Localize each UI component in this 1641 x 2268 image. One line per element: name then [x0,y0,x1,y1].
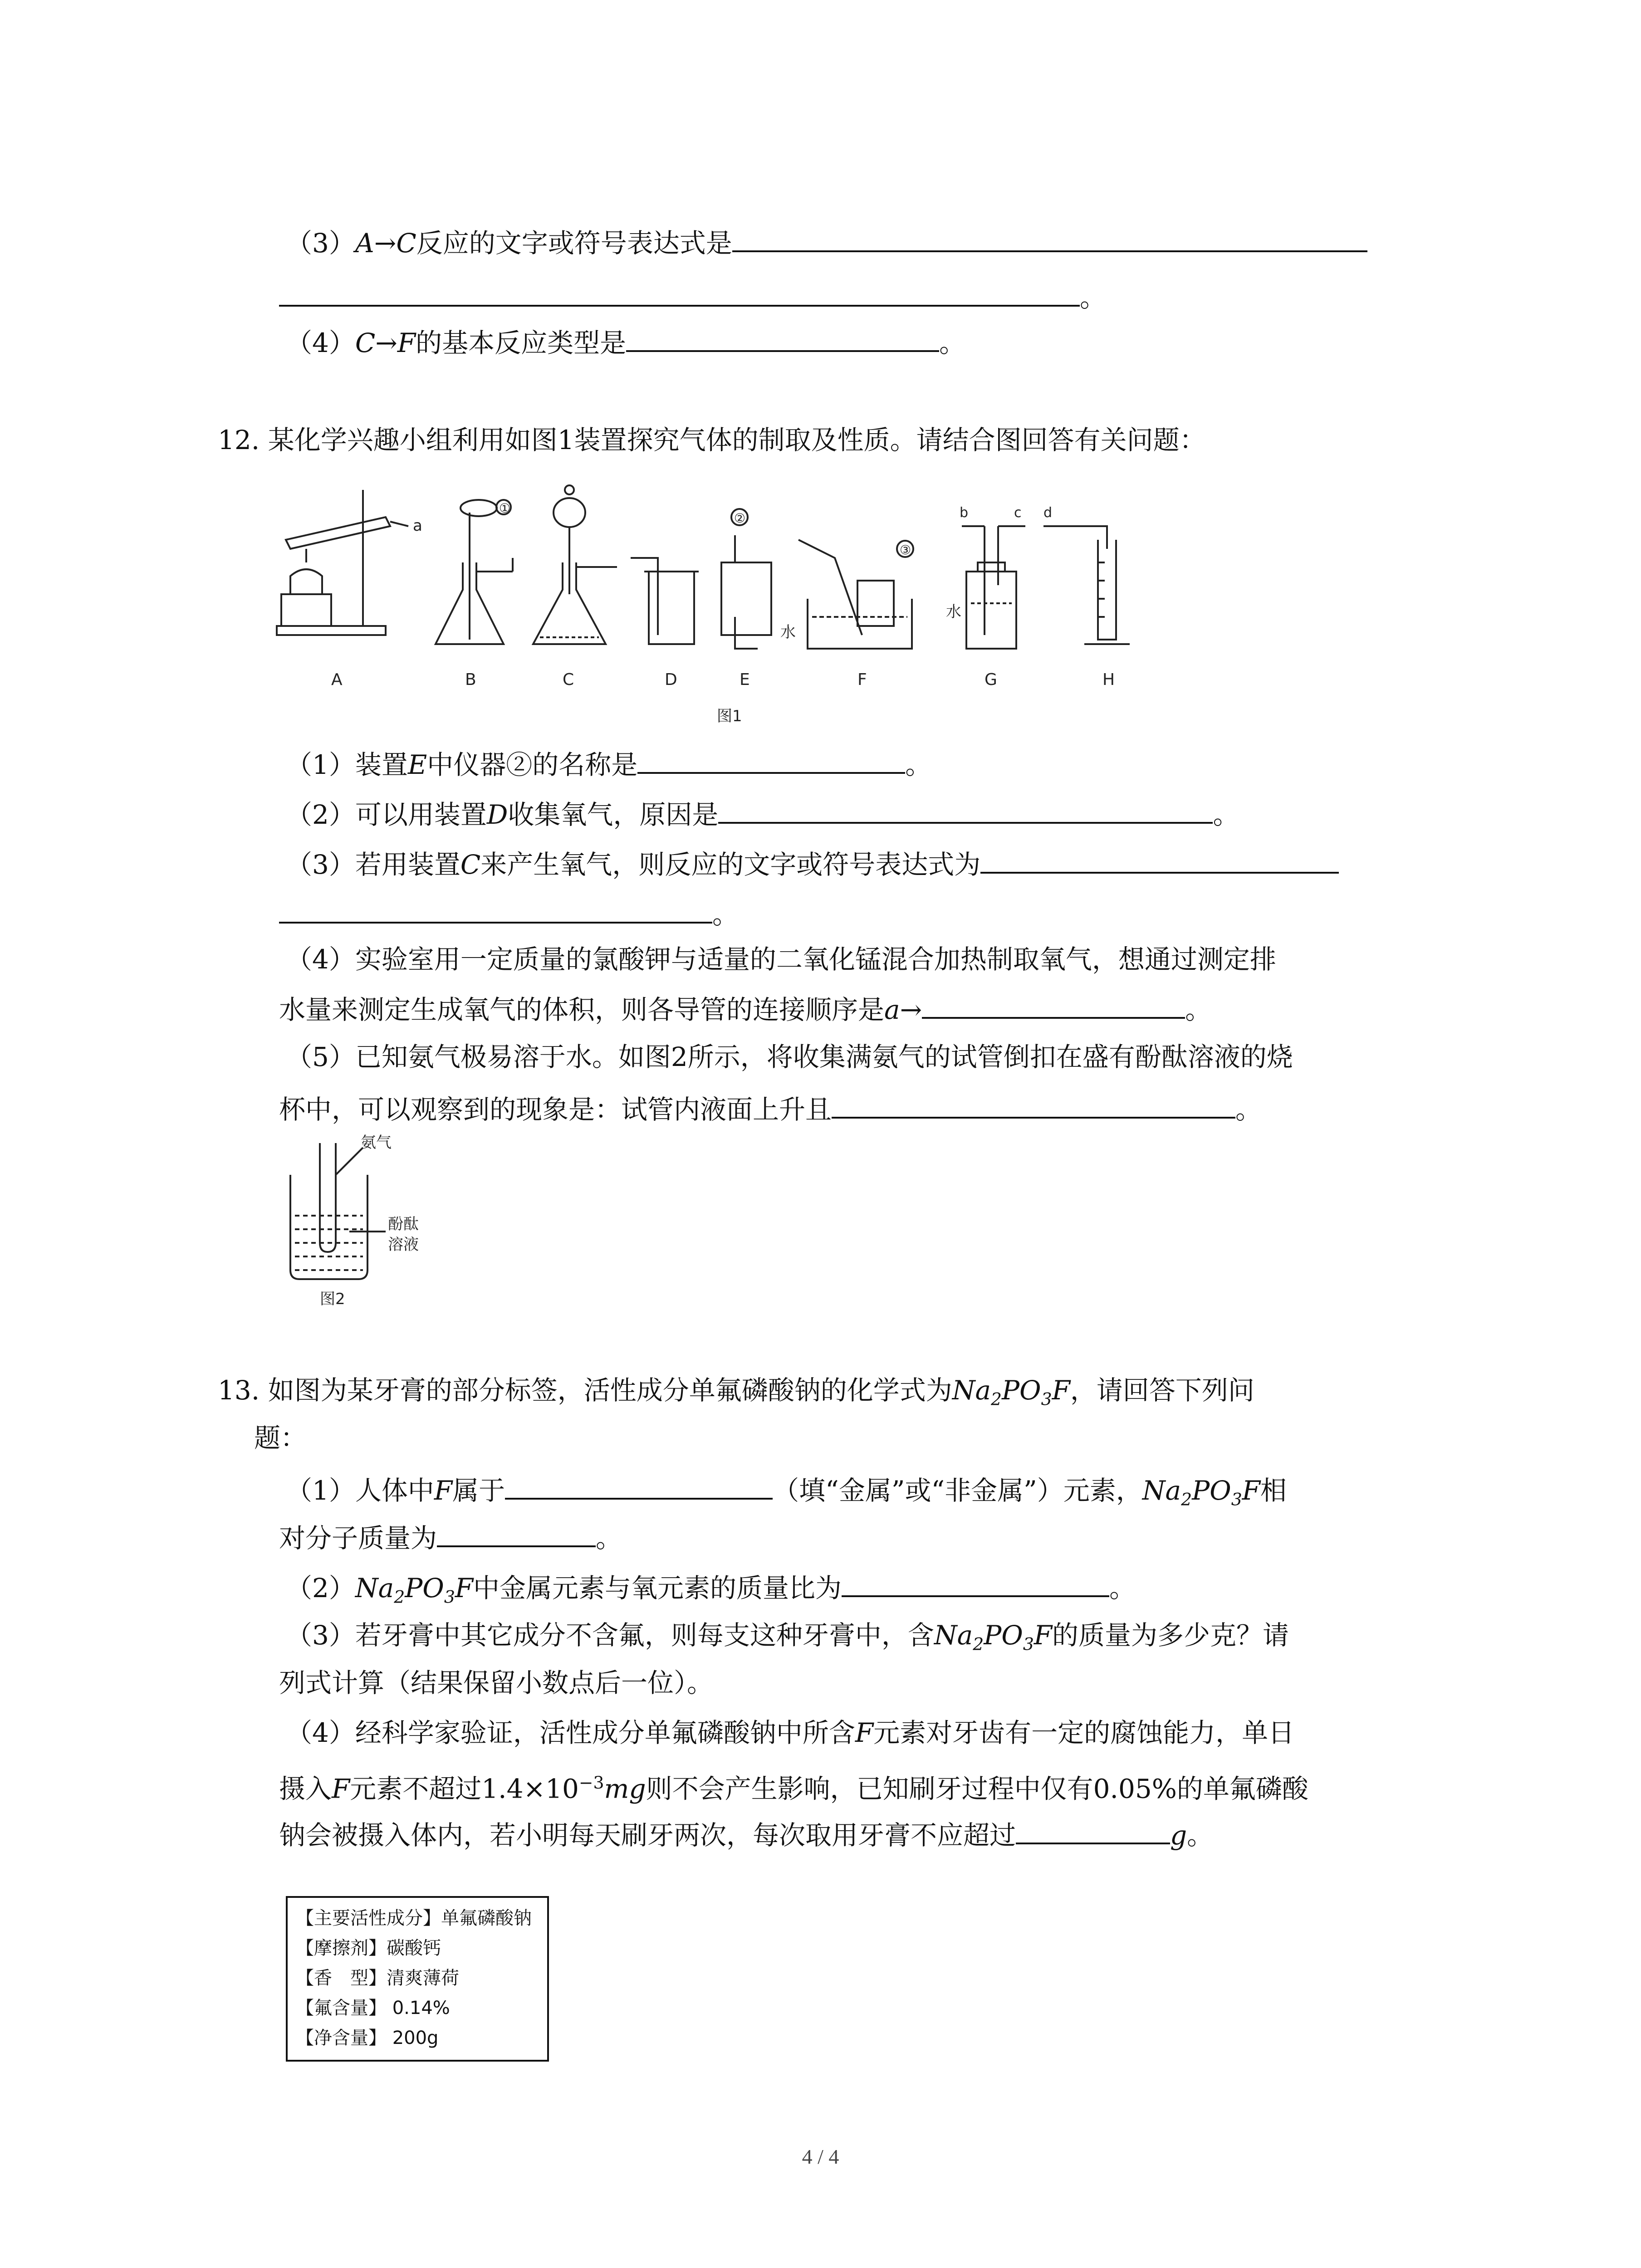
q12-part3-answer-blank[interactable] [980,844,1339,874]
apparatus-b [436,500,513,644]
q11-part3: （3）A→C反应的文字或符号表达式是 [286,222,1367,261]
apparatus-g [946,505,1052,649]
letter-f: F [857,670,867,689]
q13-part4-line3: 钠会被摄入体内，若小明每天刷牙两次，每次取用牙膏不应超过 g。 [279,1814,1213,1853]
q13-part3-line2: 列式计算（结果保留小数点后一位）。 [279,1667,714,1698]
label-row-abrasive: 【摩擦剂】碳酸钙 [296,1938,441,1959]
apparatus-h [1043,526,1130,644]
letter-d: D [665,670,677,689]
q12-part5-line2: 杯中，可以观察到的现象是：试管内液面上升且 。 [279,1089,1262,1128]
label-phenolphthalein: 酚酞 [388,1215,419,1233]
q13-part1-mass-blank[interactable] [437,1517,596,1547]
q11-part4-answer-blank[interactable] [626,322,939,352]
letter-a: A [331,670,343,689]
letter-c: C [563,670,574,689]
q13-part2: $(2)Na_2PO_3F$中金属元素与氧元素的质量比为 。 [286,1567,1136,1615]
letter-g: G [985,670,997,689]
label-row-active: 【主要活性成分】单氟磷酸钠 [296,1908,532,1929]
q12-part3-answer-blank-2[interactable] [279,894,712,924]
q11-part4: （4）C→F的基本反应类型是 。 [286,322,965,361]
q12-part5-answer-blank[interactable] [832,1089,1235,1119]
q11-part3-answer-blank[interactable] [732,222,1367,252]
formula: $Na_2PO_3F$ [355,1573,474,1607]
q12-stem: 12. 某化学兴趣小组利用如图1装置探究气体的制取及性质。请结合图回答有关问题： [218,425,1206,455]
q13-part2-answer-blank[interactable] [842,1567,1109,1597]
apparatus-e [721,509,771,649]
letter-b: B [465,670,476,689]
svg-text:c: c [1014,505,1022,521]
q11-part3-answer-blank-2[interactable] [279,277,1080,307]
label-row-fluorine: 【氟含量】 0.14% [296,1998,450,2019]
q12-part3: （3）若用装置C来产生氧气，则反应的文字或符号表达式为 [286,844,1339,883]
toothpaste-label [286,1896,549,2062]
q13-number: 13. [218,1375,260,1406]
figure-1-caption: 图1 [717,707,742,725]
q13-stem: 13. 如图为某牙膏的部分标签，活性成分单氟磷酸钠的化学式为$Na_2PO_3F$，请回答下列问 [218,1375,1254,1409]
page-number: 4 / 4 [802,2145,839,2168]
q13-part4-line1: （4）经科学家验证，活性成分单氟磷酸钠中所含F元素对牙齿有一定的腐蚀能力，单日 [286,1717,1295,1748]
q12-part5-line1: （5）已知氨气极易溶于水。如图2所示，将收集满氨气的试管倒扣在盛有酚酞溶液的烧 [286,1041,1293,1072]
label-row-flavor: 【香 型】清爽薄荷 [296,1968,459,1989]
q11-part3-line2: 。 [279,277,1106,316]
q13-part4-answer-blank[interactable] [1016,1814,1170,1844]
q13-part3: （3）若牙膏中其它成分不含氟，则每支这种牙膏中，含$Na_2PO_3F$的质量为多少克？请 [286,1620,1289,1654]
q12-part4-line2: 水量来测定生成氧气的体积，则各导管的连接顺序是a→ 。 [279,989,1211,1028]
apparatus-a [277,490,422,635]
svg-text:③: ③ [900,543,911,557]
q13-stem-line2: 题： [254,1422,307,1453]
formula: $Na_2PO_3F$ [934,1620,1053,1654]
letter-h: H [1102,670,1115,689]
q12-part2-answer-blank[interactable] [718,794,1213,824]
label-ammonia: 氨气 [361,1134,392,1152]
svg-text:水: 水 [780,623,796,641]
apparatus-d [631,558,699,644]
svg-text:①: ① [499,501,511,516]
q12-part4-answer-blank[interactable] [922,989,1185,1019]
figure-2-ammonia-beaker [281,1134,472,1325]
q12-part1: （1）装置E中仪器②的名称是 。 [286,744,931,783]
q13-part1-line2: 对分子质量为 。 [279,1517,622,1556]
letter-e: E [740,670,750,689]
q13-part4-line2: 摄入F元素不超过$1.4\times 10^{-3}mg$则不会产生影响，已知刷牙过程中仅有0.05%的单氟磷酸 [279,1773,1308,1804]
q12-part3-line2: 。 [279,894,739,933]
q12-part1-answer-blank[interactable] [637,744,905,774]
apparatus-f [780,540,913,649]
figure-1-apparatus [272,481,1161,735]
apparatus-c [533,485,617,644]
svg-text:②: ② [734,511,746,526]
label-solution: 溶液 [388,1236,419,1254]
svg-text:水: 水 [946,603,961,621]
q13-part1-answer-blank[interactable] [505,1470,773,1500]
q12-part2: （2）可以用装置D收集氧气，原因是 。 [286,794,1239,833]
label-a: a [413,517,422,535]
figure-2-caption: 图2 [320,1290,345,1308]
q12-number: 12. [218,425,260,455]
formula: $Na_2PO_3F$ [1142,1475,1260,1510]
label-row-net: 【净含量】 200g [296,2028,439,2048]
svg-text:d: d [1043,505,1053,521]
svg-text:b: b [960,505,969,521]
formula: $Na_2PO_3F$ [952,1375,1070,1409]
q13-part1: （1）人体中F属于 （填“金属”或“非金属”）元素，$Na_2PO_3F$相 [286,1470,1287,1518]
q12-part4-line1: （4）实验室用一定质量的氯酸钾与适量的二氧化锰混合加热制取氧气，想通过测定排 [286,944,1276,975]
